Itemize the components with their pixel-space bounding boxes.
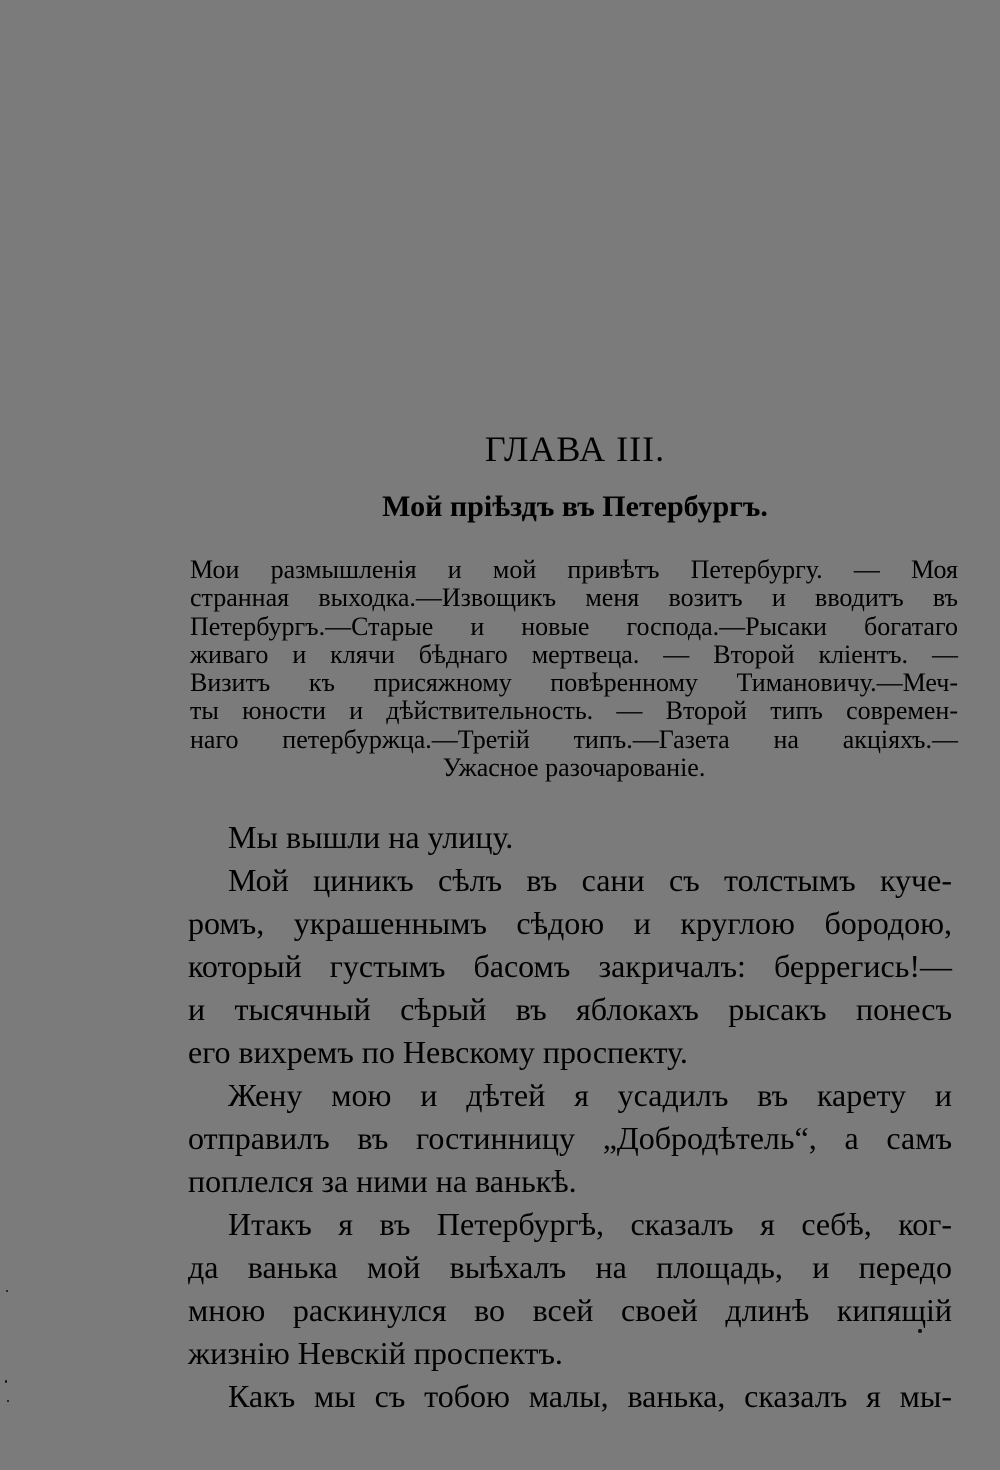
ink-speck [6,1290,8,1292]
chapter-title: Мой пріѣздъ въ Петербургъ. [382,490,768,523]
body-line: отправилъ въ гостинницу „Добродѣтель“, а самъ [188,1120,952,1156]
body-line: Какъ мы съ тобою малы, ванька, сказалъ я мы- [228,1378,952,1414]
summary-line: живаго и клячи бѣднаго мертвеца. — Второй кліентъ. — [190,639,958,669]
body-line: и тысячный сѣрый въ яблокахъ рысакъ понесъ [188,991,952,1027]
body-line: поплелся за ними на ванькѣ. [188,1163,577,1199]
body-line: да ванька мой выѣхалъ на площадь, и передо [188,1249,952,1285]
chapter-heading: ГЛАВА III. [484,429,666,469]
body-text [188,816,952,1418]
ink-speck [5,1380,7,1383]
summary-line: Петербургъ.—Старые и новые господа.—Рысаки богатаго [190,611,958,641]
ink-speck [918,1329,922,1333]
body-line: мною раскинулся во всей своей длинѣ кипящій [188,1292,952,1328]
summary-line: наго петербуржца.—Третій типъ.—Газета на акціяхъ.— [190,724,958,754]
body-line: ромъ, украшеннымъ сѣдою и круглою бородою, [188,905,952,941]
summary-line: Мои размышленія и мой привѣтъ Петербургу. — Моя [190,555,958,584]
body-line: Мой циникъ сѣлъ въ сани съ толстымъ куче- [228,862,952,898]
chapter-summary [190,556,958,782]
ink-speck [7,1400,9,1402]
body-line: его вихремъ по Невскому проспекту. [188,1034,688,1070]
summary-line: Визитъ къ присяжному повѣренному Тимановичу.—Меч- [190,668,958,698]
summary-line: Ужасное разочарованіе. [442,753,706,783]
body-line: который густымъ басомъ закричалъ: беррегись!— [188,948,952,984]
body-line: Мы вышли на улицу. [228,819,514,855]
summary-line: странная выходка.—Извощикъ меня возитъ и вводитъ въ [190,583,958,613]
body-line: жизнію Невскій проспектъ. [188,1335,563,1371]
body-line: Итакъ я въ Петербургѣ, сказалъ я себѣ, ког- [228,1206,952,1242]
summary-line: ты юности и дѣйствительность. — Второй типъ современ- [190,696,958,726]
body-line: Жену мою и дѣтей я усадилъ въ карету и [228,1077,952,1113]
